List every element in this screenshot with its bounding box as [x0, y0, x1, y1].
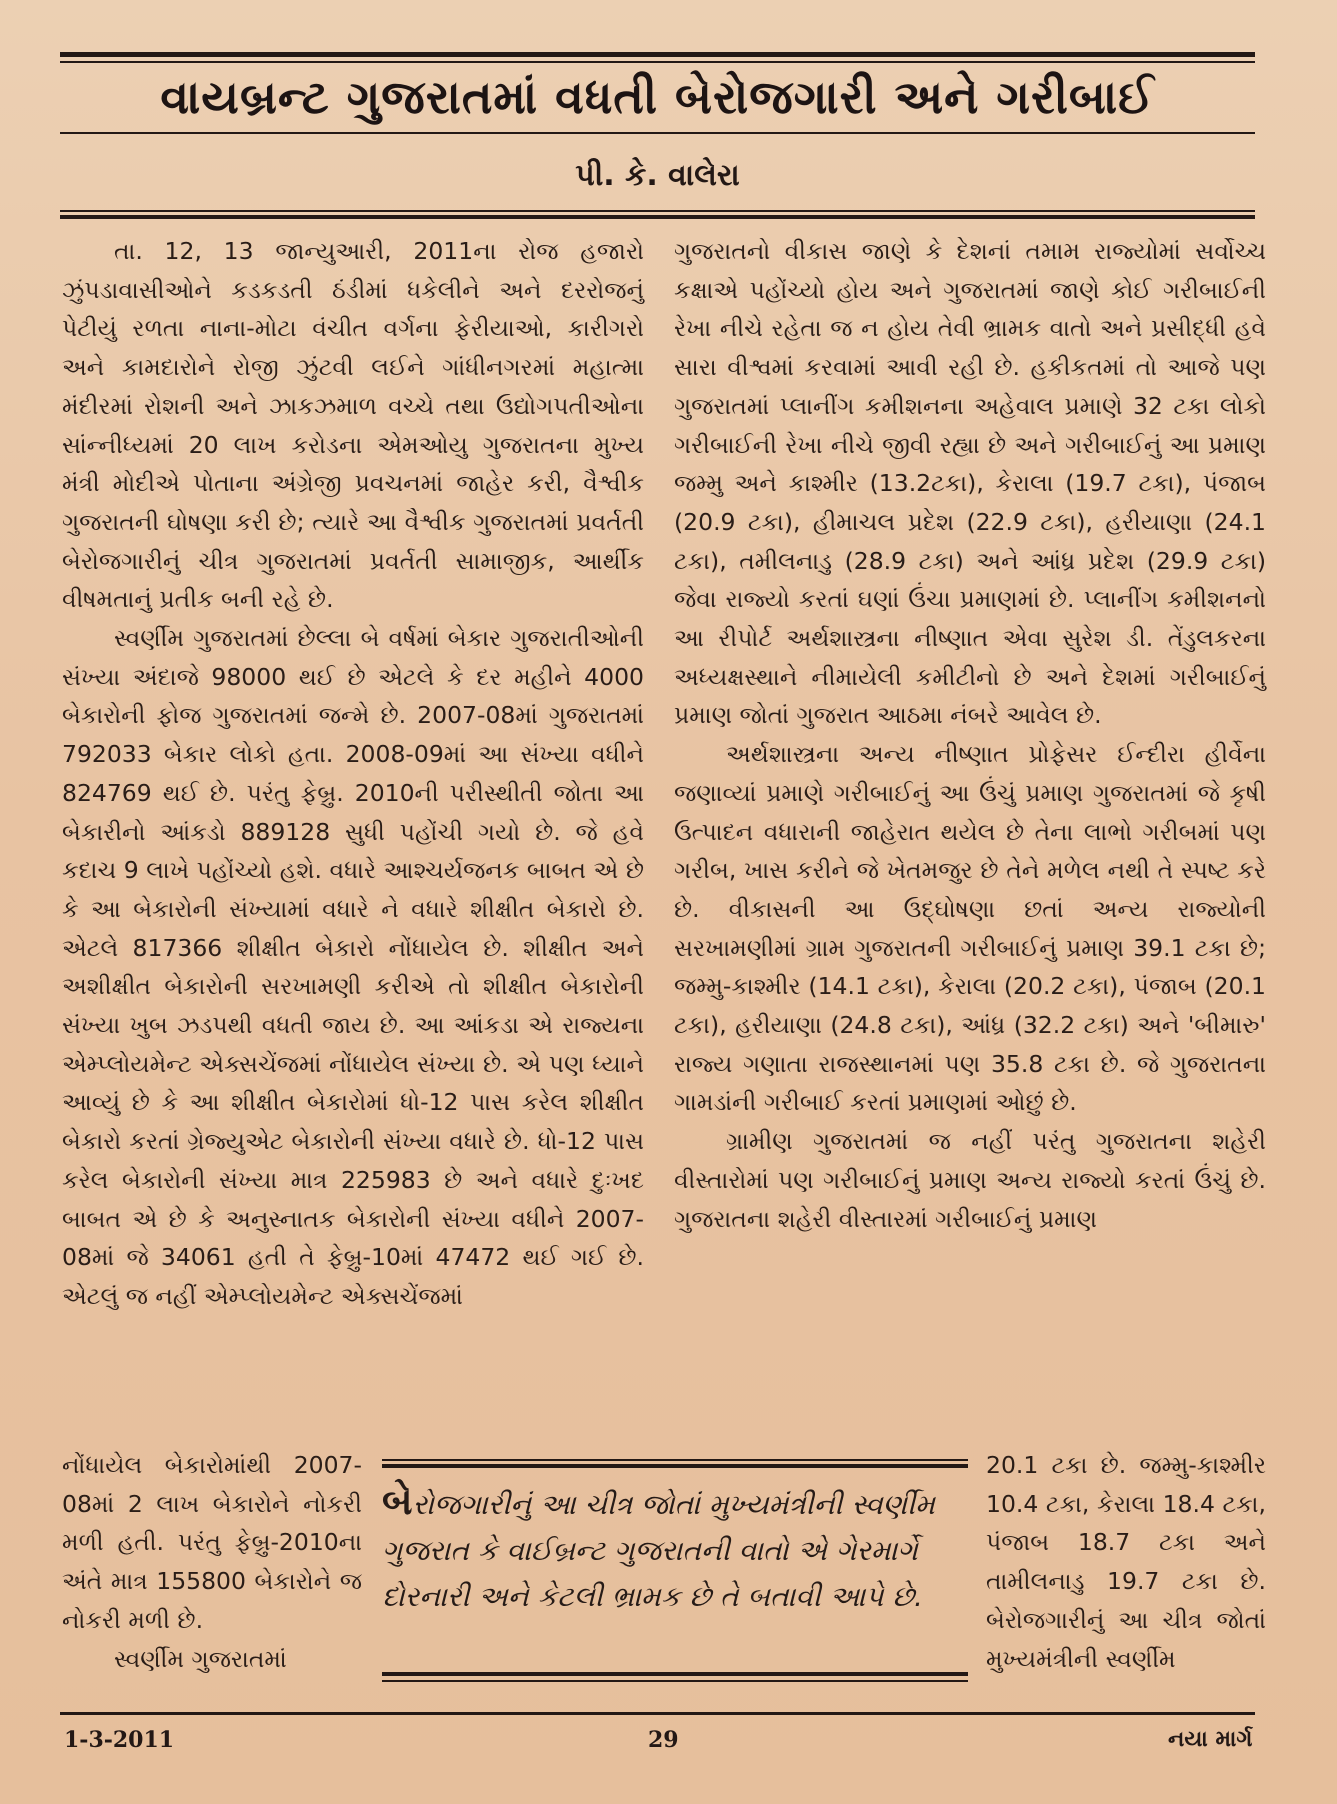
footer-rule	[60, 1712, 1255, 1715]
author-rule-thin	[60, 210, 1255, 212]
title-rule-thin	[60, 132, 1255, 134]
pullquote-rule-top-thin	[382, 1459, 968, 1461]
pull-quote	[382, 1478, 968, 1620]
paragraph: તા. 12, 13 જાન્યુઆરી, 2011ના રોજ હજારો ઝુંપડાવાસીઓને કડકડતી ઠંડીમાં ધકેલીને અને દરરોજનું પેટીયું રળતા નાના-મોટા વંચીત વર્ગના ફેરીયાઓ, કારીગરો અને કામદારોને રોજી ઝુંટવી લઈને ગાંધીનગરમાં મહાત્મા મંદીરમાં રોશની અને ઝાકઝમાળ વચ્ચે તથા ઉદ્યોગપતીઓના સાંન્નીધ્યમાં 20 લાખ કરોડના એમઓયુ ગુજરાતના મુખ્ય મંત્રી મોદીએ પોતાના અંગ્રેજી પ્રવચનમાં જાહેર કરી, વૈશ્વીક ગુજરાતની ઘોષણા કરી છે; ત્યારે આ વૈશ્વીક ગુજરાતમાં પ્રવર્તતી બેરોજગારીનું ચીત્ર ગુજરાતમાં પ્રવર્તતી સામાજીક, આર્થીક વીષમતાનું પ્રતીક બની રહે છે.	[62, 237, 644, 614]
pullquote-rule-bottom-thin	[382, 1680, 968, 1682]
bottom-left-column	[62, 1446, 362, 1673]
bottom-right-column	[986, 1446, 1266, 1673]
paragraph: ગુજરાતનો વીકાસ જાણે કે દેશનાં તમામ રાજ્યોમાં સર્વોચ્ચ કક્ષાએ પહોંચ્યો હોય અને ગુજરાતમાં જાણે કોઈ ગરીબાઈની રેખા નીચે રહેતા જ ન હોય તેવી ભ્રામક વાતો અને પ્રસીદ્ધી હવે સારા વીશ્વમાં કરવામાં આવી રહી છે. હકીકતમાં તો આજે પણ ગુજરાતમાં પ્લાનીંગ કમીશનના અહેવાલ પ્રમાણે 32 ટકા લોકો ગરીબાઈની રેખા નીચે જીવી રહ્યા છે અને ગરીબાઈનું આ પ્રમાણ જમ્મુ અને કાશ્મીર (13.2ટકા), કેરાલા (19.7 ટકા), પંજાબ (20.9 ટકા), હીમાચલ પ્રદેશ (22.9 ટકા), હરીયાણા (24.1 ટકા), તમીલનાડુ (28.9 ટકા) અને આંધ્ર પ્રદેશ (29.9 ટકા) જેવા રાજ્યો કરતાં ઘણાં ઉંચા પ્રમાણમાં છે. પ્લાનીંગ કમીશનનો આ રીપોર્ટ અર્થશાસ્ત્રના નીષ્ણાત એવા સુરેશ ડી. તેંડુલકરના અધ્યક્ષસ્થાને નીમાયેલી કમીટીનો છે અને દેશમાં ગરીબાઈનું પ્રમાણ જોતાં ગુજરાત આઠમા નંબરે આવેલ છે.	[674, 237, 1266, 730]
pullquote-rule-bottom-thick	[382, 1672, 968, 1676]
author-rule-thick	[60, 215, 1255, 219]
paragraph: 20.1 ટકા છે. જમ્મુ-કાશ્મીર 10.4 ટકા, કેરાલા 18.4 ટકા, પંજાબ 18.7 ટકા અને તામીલનાડુ 19.7 ટકા છે. બેરોજગારીનું આ ચીત્ર જોતાં મુખ્યમંત્રીની સ્વર્ણીમ	[986, 1451, 1266, 1673]
paragraph: સ્વર્ણીમ ગુજરાતમાં છેલ્લા બે વર્ષમાં બેકાર ગુજરાતીઓની સંખ્યા અંદાજે 98000 થઈ છે એટલે કે દર મહીને 4000 બેકારોની ફોજ ગુજરાતમાં જન્મે છે. 2007-08માં ગુજરાતમાં 792033 બેકાર લોકો હતા. 2008-09માં આ સંખ્યા વધીને 824769 થઈ છે. પરંતુ ફેબ્રુ. 2010ની પરીસ્થીતી જોતા આ બેકારીનો આંકડો 889128 સુધી પહોંચી ગયો છે. જે હવે કદાચ 9 લાખે પહોંચ્યો હશે. વધારે આશ્ચર્યજનક બાબત એ છે કે આ બેકારોની સંખ્યામાં વધારે ને વધારે શીક્ષીત બેકારો છે. એટલે 817366 શીક્ષીત બેકારો નોંધાયેલ છે. શીક્ષીત અને અશીક્ષીત બેકારોની સરખામણી કરીએ તો શીક્ષીત બેકારોની સંખ્યા ખુબ ઝડપથી વધતી જાય છે. આ આંકડા એ રાજ્યના એમ્પ્લોયમેન્ટ એક્સચેંજમાં નોંધાયેલ સંખ્યા છે. એ પણ ધ્યાને આવ્યું છે કે આ શીક્ષીત બેકારોમાં ધો-12 પાસ કરેલ શીક્ષીત બેકારો કરતાં ગ્રેજ્યુએટ બેકારોની સંખ્યા વધારે છે. ધો-12 પાસ કરેલ બેકારોની સંખ્યા માત્ર 225983 છે અને વધારે દુઃખદ બાબત એ છે કે અનુસ્નાતક બેકારોની સંખ્યા વધીને 2007-08માં જે 34061 હતી તે ફેબ્રુ-10માં 47472 થઈ ગઈ છે. એટલું જ નહીં એમ્પ્લોયમેન્ટ એક્સચેંજમાં	[62, 624, 644, 1310]
footer-page-number: 29	[648, 1727, 679, 1753]
top-rule-thick	[60, 52, 1255, 57]
left-column	[62, 232, 644, 1440]
article-author: પી. કે. વાલેરા	[575, 158, 740, 193]
pull-quote-dropcap: બે	[382, 1479, 413, 1523]
footer-publication: નયા માર્ગ	[1168, 1727, 1253, 1752]
paragraph: નોંધાયેલ બેકારોમાંથી 2007-08માં 2 લાખ બેકારોને નોકરી મળી હતી. પરંતુ ફેબ્રુ-2010ના અંતે માત્ર 155800 બેકારોને જ નોકરી મળી છે.	[62, 1451, 362, 1634]
paragraph: અર્થશાસ્ત્રના અન્ય નીષ્ણાત પ્રોફેસર ઈન્દીરા હીર્વેના જણાવ્યાં પ્રમાણે ગરીબાઈનું આ ઉંચું પ્રમાણ ગુજરાતમાં જે કૃષી ઉત્પાદન વધારાની જાહેરાત થયેલ છે તેના લાભો ગરીબમાં પણ ગરીબ, ખાસ કરીને જે ખેતમજુર છે તેને મળેલ નથી તે સ્પષ્ટ કરે છે. વીકાસની આ ઉદ્ઘોષણા છતાં અન્ય રાજ્યોની સરખામણીમાં ગ્રામ ગુજરાતની ગરીબાઈનું પ્રમાણ 39.1 ટકા છે; જમ્મુ-કાશ્મીર (14.1 ટકા), કેરાલા (20.2 ટકા), પંજાબ (20.1 ટકા), હરીયાણા (24.8 ટકા), આંધ્ર (32.2 ટકા) અને 'બીમારુ' રાજ્ય ગણાતા રાજસ્થાનમાં પણ 35.8 ટકા છે. જે ગુજરાતના ગામડાંની ગરીબાઈ કરતાં પ્રમાણમાં ઓછું છે.	[674, 740, 1266, 1117]
pull-quote-text: રોજગારીનું આ ચીત્ર જોતાં મુખ્યમંત્રીની સ્વર્ણીમ ગુજરાત કે વાઈબ્રન્ટ ગુજરાતની વાતો એ ગેરમાર્ગે દોરનારી અને કેટલી ભ્રામક છે તે બતાવી આપે છે.	[382, 1488, 935, 1613]
right-column	[674, 232, 1266, 1440]
article-title: વાયબ્રન્ટ ગુજરાતમાં વધતી બેરોજગારી અને ગરીબાઈ	[160, 70, 1155, 124]
footer-date: 1-3-2011	[64, 1727, 175, 1753]
pullquote-rule-top-thick	[382, 1464, 968, 1468]
paragraph: સ્વર્ણીમ ગુજરાતમાં	[114, 1644, 287, 1673]
top-rule-thin	[60, 61, 1255, 63]
paragraph: ગ્રામીણ ગુજરાતમાં જ નહીં પરંતુ ગુજરાતના શહેરી વીસ્તારોમાં પણ ગરીબાઈનું પ્રમાણ અન્ય રાજ્યો કરતાં ઉંચું છે. ગુજરાતના શહેરી વીસ્તારમાં ગરીબાઈનું પ્રમાણ	[674, 1127, 1266, 1233]
